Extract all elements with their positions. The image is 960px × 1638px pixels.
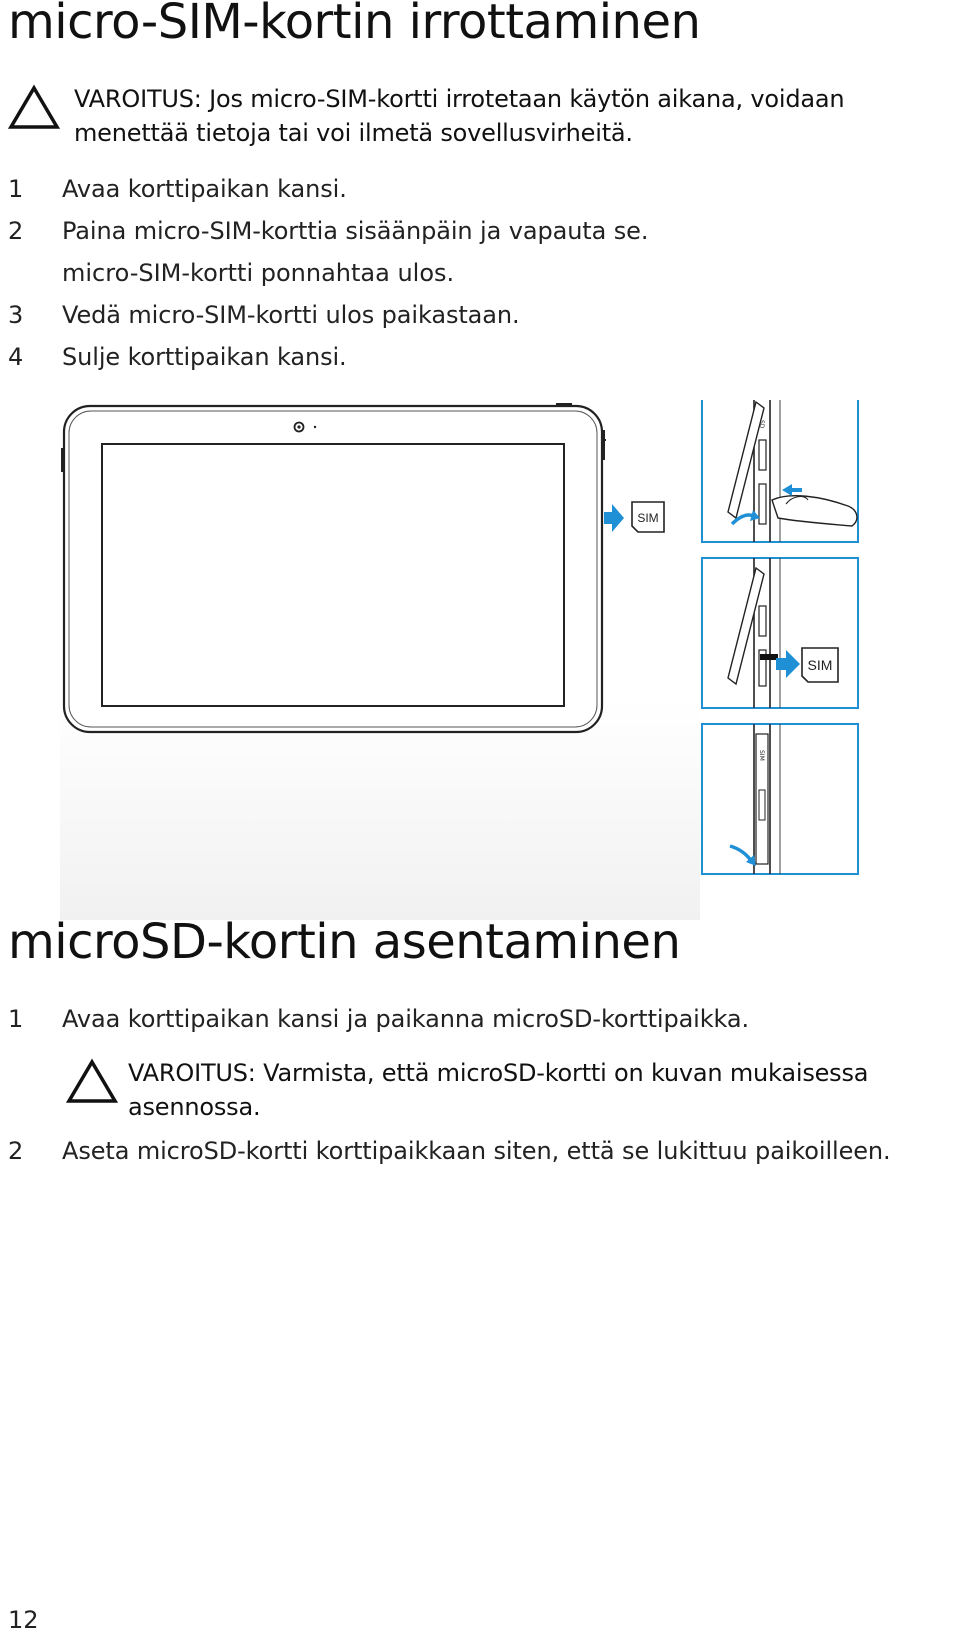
list-item	[8, 214, 648, 248]
list-item	[8, 1002, 749, 1036]
warning-triangle-icon	[66, 1058, 118, 1106]
step-text: Aseta microSD-kortti korttipaikkaan siten, että se lukittuu paikoilleen.	[62, 1137, 891, 1165]
warning-box-sim	[8, 82, 844, 150]
list-item	[8, 1134, 891, 1168]
step-note: micro-SIM-kortti ponnahtaa ulos.	[62, 259, 455, 287]
step-text: Sulje korttipaikan kansi.	[62, 343, 347, 371]
list-item	[8, 298, 520, 332]
section-title-microsd-install: microSD-kortin asentaminen	[8, 914, 681, 970]
step-text: Vedä micro-SIM-kortti ulos paikastaan.	[62, 301, 520, 329]
list-item	[8, 340, 347, 374]
section-title-sim-removal: micro-SIM-kortin irrottaminen	[8, 0, 701, 50]
step-text: Avaa korttipaikan kansi ja paikanna microSD-korttipaikka.	[62, 1005, 750, 1033]
sim-card-label: SIM	[637, 511, 659, 525]
step-number: 1	[8, 1005, 24, 1033]
step-text: Paina micro-SIM-korttia sisäänpäin ja vapauta se.	[62, 217, 649, 245]
step-number: 2	[8, 1137, 24, 1165]
illustration-svg	[60, 400, 900, 920]
warning-text-line1: VAROITUS: Jos micro-SIM-kortti irrotetaan käytön aikana, voidaan	[74, 85, 845, 113]
warning-text-line2: menettää tietoja tai voi ilmetä sovellusvirheitä.	[74, 119, 633, 147]
panel-close-cover	[702, 724, 858, 874]
tablet-drawing	[62, 404, 606, 732]
sim-card-partial	[760, 654, 778, 660]
warning-text-line2: asennossa.	[128, 1093, 261, 1121]
warning-text-line1: VAROITUS: Varmista, että microSD-kortti on kuvan mukaisessa	[128, 1059, 869, 1087]
slot-sim-label: SIM	[758, 750, 765, 761]
sim-card-icon	[632, 502, 664, 532]
step-number: 1	[8, 175, 24, 203]
step-number: 3	[8, 301, 24, 329]
warning-triangle-icon	[8, 84, 60, 132]
step-number: 4	[8, 343, 24, 371]
cover-sd-label: SD	[758, 420, 765, 429]
light-sensor-dot	[314, 426, 316, 428]
panel-open-cover	[702, 400, 858, 542]
sim-card-label-step2: SIM	[807, 657, 833, 673]
warning-box-microsd	[66, 1056, 868, 1124]
sim-removal-illustration	[60, 400, 900, 924]
list-item	[8, 172, 347, 206]
page-number: 12	[8, 1606, 39, 1634]
step-text: Avaa korttipaikan kansi.	[62, 175, 347, 203]
panel-pull-card	[702, 558, 858, 708]
insert-arrow-icon	[604, 504, 624, 532]
step-number: 2	[8, 217, 24, 245]
